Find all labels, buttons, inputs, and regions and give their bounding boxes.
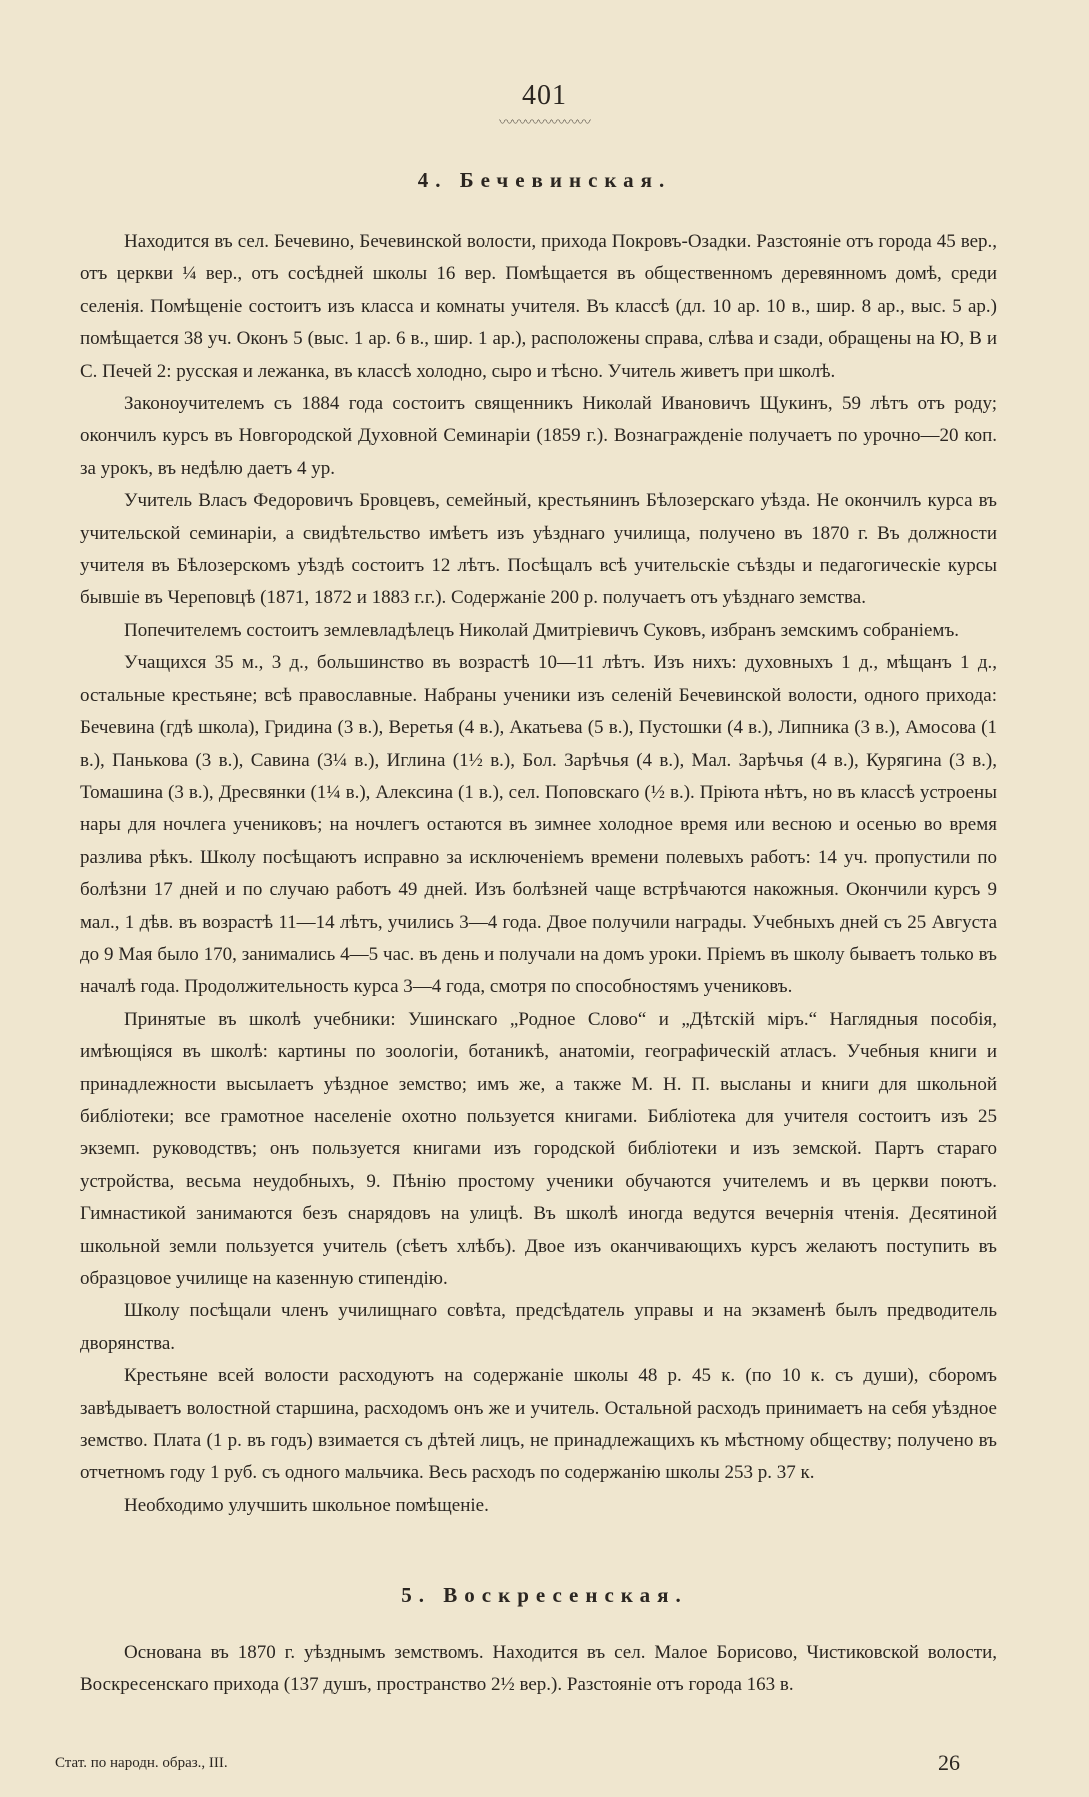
footer-source: Стат. по народн. образ., III. xyxy=(55,1755,228,1771)
section-4-heading-wrap xyxy=(0,168,1089,193)
ornament-divider: 〰〰〰〰〰〰〰 xyxy=(499,116,590,131)
paragraph: Находится въ сел. Бечевино, Бечевинской волости, прихода Покровъ-Озадки. Разстояніе отъ города 45 вер., отъ церкви ¼ вер., отъ сосѣдней школы 16 вер. Помѣщается въ общественномъ деревянномъ домѣ, среди селенія. Помѣщеніе состоитъ изъ класса и комнаты учителя. Въ классѣ (дл. 10 ар. 10 в., шир. 8 ар., выс. 5 ар.) помѣщается 38 уч. Оконъ 5 (выс. 1 ар. 6 в., шир. 1 ар.), расположены справа, слѣва и сзади, обращены на Ю, В и С. Печей 2: русская и лежанка, въ классѣ холодно, сыро и тѣсно. Учитель живетъ при школѣ. xyxy=(80,231,997,382)
section-heading: 4. Бечевинская. xyxy=(417,168,672,192)
section-5-heading-wrap xyxy=(0,1583,1089,1608)
paragraph: Законоучителемъ съ 1884 года состоитъ священникъ Николай Ивановичъ Щукинъ, 59 лѣтъ отъ роду; окончилъ курсъ въ Новгородской Духовной Семинаріи (1859 г.). Вознагражденіе получаетъ по урочно—20 коп. за урокъ, въ недѣлю даетъ 4 ур. xyxy=(80,393,997,479)
page-number: 401 xyxy=(522,80,567,111)
paragraph: Попечителемъ состоитъ землевладѣлецъ Николай Дмитріевичъ Суковъ, избранъ земскимъ собраніемъ. xyxy=(124,619,960,641)
paragraph: Крестьяне всей волости расходуютъ на содержаніе школы 48 р. 45 к. (по 10 к. съ души), сборомъ завѣдываетъ волостной старшина, расходомъ онъ же и учитель. Остальной расходъ принимаетъ на себя уѣздное земство. Плата (1 р. въ годъ) взимается съ дѣтей лицъ, не принадлежащихъ къ мѣстному обществу; получено въ отчетномъ году 1 руб. съ одного мальчика. Весь расходъ по содержанію школы 253 р. 37 к. xyxy=(80,1365,997,1484)
paragraph: Школу посѣщали членъ училищнаго совѣта, предсѣдатель управы и на экзаменѣ былъ предводитель дворянства. xyxy=(80,1300,997,1354)
footer-signature-mark: 26 xyxy=(938,1750,960,1775)
section-heading: 5. Воскресенская. xyxy=(401,1583,688,1607)
section-5-body xyxy=(80,1637,997,1702)
paragraph: Принятые въ школѣ учебники: Ушинскаго „Родное Слово“ и „Дѣтскій міръ.“ Наглядныя пособія, имѣющіяся въ школѣ: картины по зоологіи, ботаникѣ, анатоміи, географическій атласъ. Учебныя книги и принадлежности высылаетъ уѣздное земство; имъ же, а также М. Н. П. высланы и книги для школьной библіотеки; все грамотное населеніе охотно пользуется книгами. Библіотека для учителя состоитъ изъ 25 экземп. руководствъ; онъ пользуется книгами изъ городской библіотеки и изъ земской. Партъ стараго устройства, весьма неудобныхъ, 9. Пѣнію простому ученики обучаются учителемъ и въ церкви поютъ. Гимнастикой занимаются безъ снарядовъ на улицѣ. Въ школѣ иногда ведутся вечернія чтенія. Десятиной школьной земли пользуется учитель (сѣетъ хлѣбъ). Двое изъ оканчивающихъ курсъ желаютъ поступить въ образцовое училище на казенную стипендію. xyxy=(80,1008,997,1289)
paragraph: Основана въ 1870 г. уѣзднымъ земствомъ. Находится въ сел. Малое Борисово, Чистиковской волости, Воскресенскаго прихода (137 душъ, пространство 2½ вер.). Разстояніе отъ города 163 в. xyxy=(80,1642,997,1696)
paragraph: Учащихся 35 м., 3 д., большинство въ возрастѣ 10—11 лѣтъ. Изъ нихъ: духовныхъ 1 д., мѣщанъ 1 д., остальные крестьяне; всѣ православные. Набраны ученики изъ селеній Бечевинской волости, одного прихода: Бечевина (гдѣ школа), Гридина (3 в.), Веретья (4 в.), Акатьева (5 в.), Пустошки (4 в.), Липника (3 в.), Амосова (1 в.), Панькова (3 в.), Савина (3¼ в.), Иглина (1½ в.), Бол. Зарѣчья (4 в.), Мал. Зарѣчья (4 в.), Курягина (3 в.), Томашина (3 в.), Дресвянки (1¼ в.), Алексина (1 в.), сел. Поповскаго (½ в.). Пріюта нѣтъ, но въ классѣ устроены нары для ночлега учениковъ; на ночлегъ остаются въ зимнее холодное время или весною и осенью во время разлива рѣкъ. Школу посѣщаютъ исправно за исключеніемъ времени полевыхъ работъ: 14 уч. пропустили по болѣзни 17 дней и по случаю работъ 49 дней. Изъ болѣзней чаще встрѣчаются накожныя. Окончили курсъ 9 мал., 1 дѣв. въ возрастѣ 11—14 лѣтъ, учились 3—4 года. Двое получили награды. Учебныхъ дней съ 25 Августа до 9 Мая было 170, занимались 4—5 час. въ день и получали на домъ уроки. Пріемъ въ школу бываетъ только въ началѣ года. Продолжительность курса 3—4 года, смотря по способностямъ учениковъ. xyxy=(80,652,997,998)
paragraph: Необходимо улучшить школьное помѣщеніе. xyxy=(124,1494,489,1516)
section-4-body xyxy=(80,226,997,1522)
paragraph: Учитель Власъ Федоровичъ Бровцевъ, семейный, крестьянинъ Бѣлозерскаго уѣзда. Не окончилъ курса въ учительской семинаріи, а свидѣтельство имѣетъ изъ уѣзднаго училища, получено въ 1870 г. Въ должности учителя въ Бѣлозерскомъ уѣздѣ состоитъ 12 лѣтъ. Посѣщалъ всѣ учительскіе съѣзды и педагогическіе курсы бывшіе въ Череповцѣ (1871, 1872 и 1883 г.г.). Содержаніе 200 р. получаетъ отъ уѣзднаго земства. xyxy=(80,490,997,609)
